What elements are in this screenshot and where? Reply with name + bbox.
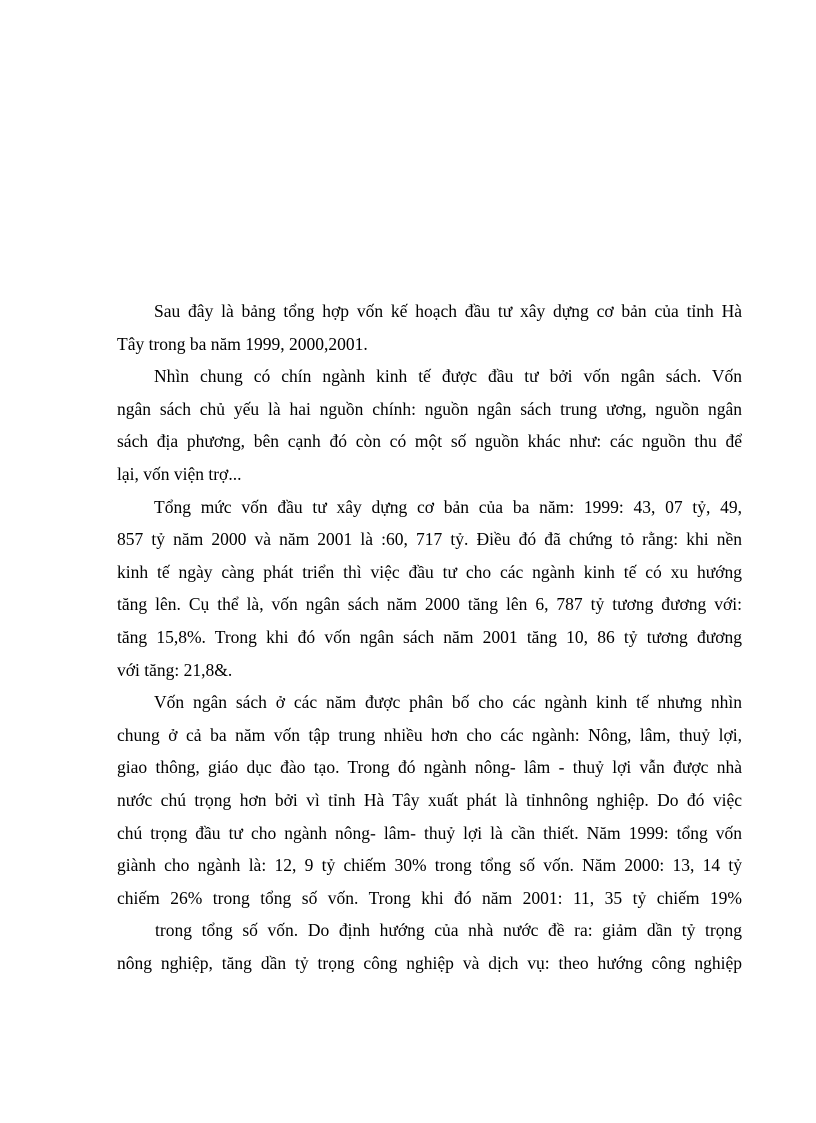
text-line: Vốn ngân sách ở các năm được phân bố cho các ngành kinh tế nhưng nhìn (154, 692, 742, 713)
text-line: lại, vốn viện trợ... (117, 463, 242, 484)
text-line: chiếm 26% trong tổng số vốn. Trong khi đó năm 2001: 11, 35 tỷ chiếm 19% (117, 887, 742, 908)
text-line: 857 tỷ năm 2000 và năm 2001 là :60, 717 tỷ. Điều đó đã chứng tỏ rằng: khi nền (117, 529, 742, 550)
text-line: tăng lên. Cụ thể là, vốn ngân sách năm 2000 tăng lên 6, 787 tỷ tương đương với: (117, 594, 742, 615)
text-line: tăng 15,8%. Trong khi đó vốn ngân sách năm 2001 tăng 10, 86 tỷ tương đương (117, 626, 742, 647)
text-line: ngân sách chủ yếu là hai nguồn chính: nguồn ngân sách trung ương, nguồn ngân (117, 398, 742, 419)
text-line: sách địa phương, bên cạnh đó còn có một số nguồn khác như: các nguồn thu để (117, 431, 742, 452)
text-line: giao thông, giáo dục đào tạo. Trong đó ngành nông- lâm - thuỷ lợi vẫn được nhà (117, 757, 742, 778)
body-text (117, 295, 742, 979)
text-line: nông nghiệp, tăng dần tỷ trọng công nghiệp và dịch vụ: theo hướng công nghiệp (117, 952, 742, 973)
text-line: Nhìn chung có chín ngành kinh tế được đầu tư bởi vốn ngân sách. Vốn (154, 366, 742, 387)
text-line: kinh tế ngày càng phát triển thì việc đầu tư cho các ngành kinh tế có xu hướng (117, 561, 742, 582)
text-line: Tổng mức vốn đầu tư xây dựng cơ bản của ba năm: 1999: 43, 07 tỷ, 49, (154, 496, 742, 517)
text-line: Tây trong ba năm 1999, 2000,2001. (117, 333, 368, 354)
text-line: giành cho ngành là: 12, 9 tỷ chiếm 30% trong tổng số vốn. Năm 2000: 13, 14 tỷ (117, 855, 742, 876)
text-line: trong tổng số vốn. Do định hướng của nhà nước đề ra: giảm dần tỷ trọng (155, 920, 742, 941)
text-line: Sau đây là bảng tổng hợp vốn kế hoạch đầu tư xây dựng cơ bản của tỉnh Hà (154, 301, 742, 321)
text-line: chung ở cả ba năm vốn tập trung nhiều hơn cho các ngành: Nông, lâm, thuỷ lợi, (117, 724, 742, 745)
text-line: nước chú trọng hơn bởi vì tỉnh Hà Tây xuất phát là tỉnhnông nghiệp. Do đó việc (117, 789, 742, 810)
text-line: chú trọng đầu tư cho ngành nông- lâm- thuỷ lợi là cần thiết. Năm 1999: tổng vốn (117, 822, 742, 843)
text-line: với tăng: 21,8&. (117, 659, 233, 680)
